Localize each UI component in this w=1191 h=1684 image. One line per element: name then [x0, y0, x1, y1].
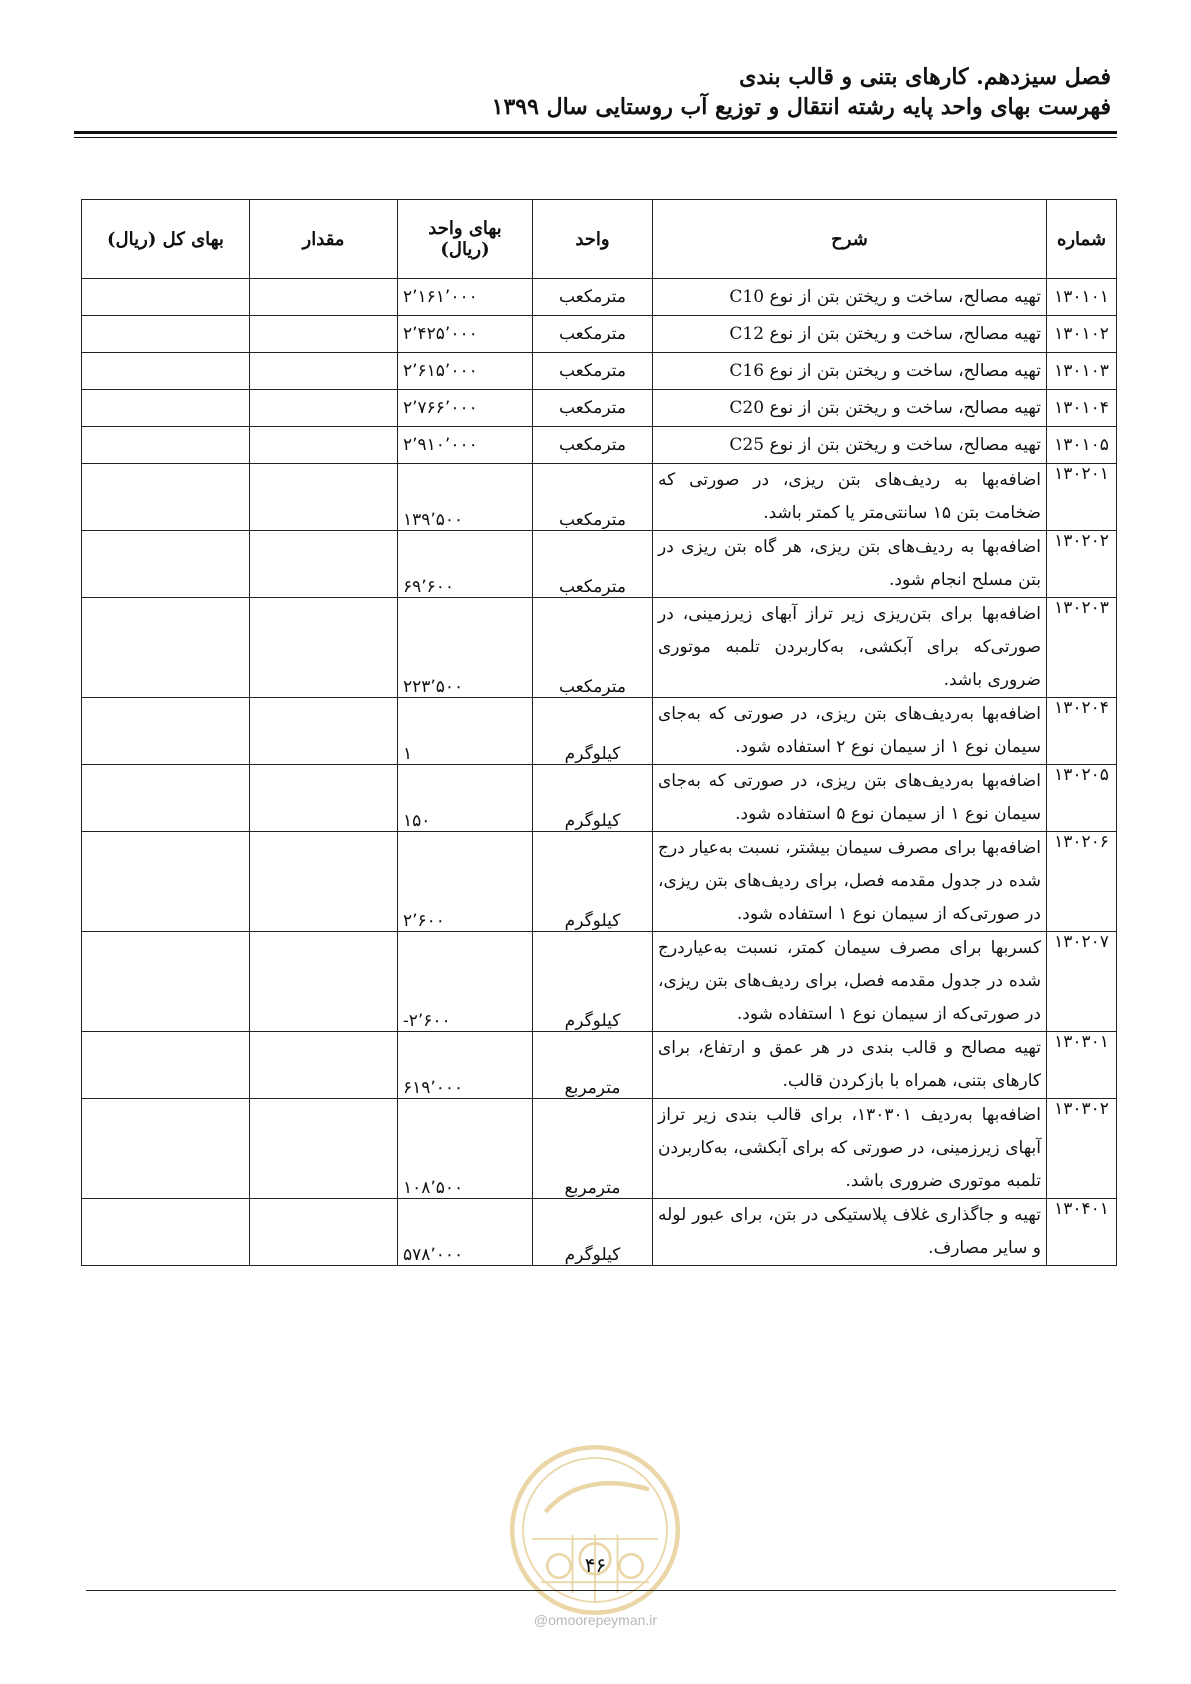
header-quantity: مقدار: [250, 200, 398, 279]
header-total-price: بهای کل (ریال): [82, 200, 250, 279]
page-header: [71, 62, 1111, 122]
table-row: [82, 932, 1117, 1032]
table-row: [82, 765, 1117, 832]
item-total-price: [82, 279, 250, 316]
item-description: تهیه مصالح، ساخت و ریختن بتن از نوع C25: [653, 427, 1047, 464]
table-row: [82, 279, 1117, 316]
item-quantity: [250, 598, 398, 698]
item-unit: کیلوگرم: [533, 832, 653, 932]
item-description: اضافه‌بها به ردیف‌های بتن ریزی، در صورتی که ضخامت بتن ۱۵ سانتی‌متر یا کمتر باشد.: [653, 464, 1047, 531]
seal-watermark-icon: [505, 1440, 685, 1620]
item-unit: مترمکعب: [533, 598, 653, 698]
item-code: ۱۳۰۳۰۱: [1047, 1032, 1117, 1099]
item-quantity: [250, 1032, 398, 1099]
item-description: تهیه مصالح، ساخت و ریختن بتن از نوع C16: [653, 353, 1047, 390]
item-unit: مترمربع: [533, 1032, 653, 1099]
item-quantity: [250, 832, 398, 932]
item-unit-price: ۶۱۹٬۰۰۰: [398, 1032, 533, 1099]
item-code: ۱۳۰۱۰۵: [1047, 427, 1117, 464]
item-quantity: [250, 427, 398, 464]
item-code: ۱۳۰۲۰۱: [1047, 464, 1117, 531]
item-unit-price: ۲٬۶۰۰: [398, 832, 533, 932]
item-quantity: [250, 279, 398, 316]
item-quantity: [250, 765, 398, 832]
item-total-price: [82, 464, 250, 531]
item-code: ۱۳۰۲۰۳: [1047, 598, 1117, 698]
item-total-price: [82, 598, 250, 698]
chapter-title: فصل سیزدهم. کارهای بتنی و قالب بندی: [739, 64, 1111, 90]
item-quantity: [250, 316, 398, 353]
header-unit-price: بهای واحد (ریال): [398, 200, 533, 279]
table-row: [82, 1099, 1117, 1199]
item-total-price: [82, 932, 250, 1032]
table-row: [82, 1199, 1117, 1266]
table-row: [82, 390, 1117, 427]
item-description: تهیه و جاگذاری غلاف پلاستیکی در بتن، برای عبور لوله و سایر مصارف.: [653, 1199, 1047, 1266]
item-description: اضافه‌بها به‌ردیف‌های بتن ریزی، در صورتی که به‌جای سیمان نوع ۱ از سیمان نوع ۲ استفاده شود.: [653, 698, 1047, 765]
item-unit: مترمربع: [533, 1099, 653, 1199]
footer-rule: [86, 1590, 1116, 1591]
document-subtitle: فهرست بهای واحد پایه رشته انتقال و توزیع آب روستایی سال ۱۳۹۹: [491, 94, 1111, 120]
table-row: [82, 531, 1117, 598]
item-description: اضافه‌بها برای مصرف سیمان بیشتر، نسبت به‌عیار درج شده در جدول مقدمه فصل، برای ردیف‌های بتن ریزی، در صورتی‌که از سیمان نوع ۱ استفاده شود.: [653, 832, 1047, 932]
item-description: تهیه مصالح و قالب بندی در هر عمق و ارتفاع، برای کارهای بتنی، همراه با بازکردن قالب.: [653, 1032, 1047, 1099]
header-unit: واحد: [533, 200, 653, 279]
item-unit-price: ۲۲۳٬۵۰۰: [398, 598, 533, 698]
item-code: ۱۳۰۲۰۴: [1047, 698, 1117, 765]
item-code: ۱۳۰۳۰۲: [1047, 1099, 1117, 1199]
item-total-price: [82, 390, 250, 427]
price-table: [81, 199, 1117, 1266]
item-unit-price: ۲٬۱۶۱٬۰۰۰: [398, 279, 533, 316]
item-quantity: [250, 1199, 398, 1266]
item-code: ۱۳۰۲۰۵: [1047, 765, 1117, 832]
table-row: [82, 832, 1117, 932]
item-unit: مترمکعب: [533, 353, 653, 390]
item-total-price: [82, 1199, 250, 1266]
table-row: [82, 353, 1117, 390]
header-number: شماره: [1047, 200, 1117, 279]
item-code: ۱۳۰۲۰۷: [1047, 932, 1117, 1032]
item-unit: مترمکعب: [533, 390, 653, 427]
item-unit: کیلوگرم: [533, 1199, 653, 1266]
item-unit-price: ۶۹٬۶۰۰: [398, 531, 533, 598]
item-unit-price: -۲٬۶۰۰: [398, 932, 533, 1032]
item-unit: کیلوگرم: [533, 932, 653, 1032]
item-quantity: [250, 1099, 398, 1199]
item-unit-price: ۵۷۸٬۰۰۰: [398, 1199, 533, 1266]
item-total-price: [82, 832, 250, 932]
item-quantity: [250, 353, 398, 390]
item-total-price: [82, 531, 250, 598]
table-body: [82, 279, 1117, 1266]
item-quantity: [250, 390, 398, 427]
item-total-price: [82, 1099, 250, 1199]
item-unit-price: ۲٬۷۶۶٬۰۰۰: [398, 390, 533, 427]
item-unit-price: ۲٬۴۲۵٬۰۰۰: [398, 316, 533, 353]
item-description: تهیه مصالح، ساخت و ریختن بتن از نوع C12: [653, 316, 1047, 353]
item-unit: مترمکعب: [533, 279, 653, 316]
item-unit: مترمکعب: [533, 464, 653, 531]
item-total-price: [82, 427, 250, 464]
item-description: کسربها برای مصرف سیمان کمتر، نسبت به‌عیاردرج شده در جدول مقدمه فصل، برای ردیف‌های بتن ریزی، در صورتی‌که از سیمان نوع ۱ استفاده شود.: [653, 932, 1047, 1032]
item-quantity: [250, 464, 398, 531]
item-total-price: [82, 316, 250, 353]
item-quantity: [250, 531, 398, 598]
item-unit-price: ۱۵۰: [398, 765, 533, 832]
item-unit: مترمکعب: [533, 427, 653, 464]
item-unit: کیلوگرم: [533, 698, 653, 765]
header-rule-thick: [74, 131, 1117, 134]
item-description: اضافه‌بها به‌ردیف ۱۳۰۳۰۱، برای قالب بندی زیر تراز آبهای زیرزمینی، در صورتی که برای آبکشی، به‌کاربردن تلمبه موتوری ضروری باشد.: [653, 1099, 1047, 1199]
item-code: ۱۳۰۴۰۱: [1047, 1199, 1117, 1266]
item-unit-price: ۱۰۸٬۵۰۰: [398, 1099, 533, 1199]
table-row: [82, 598, 1117, 698]
item-code: ۱۳۰۲۰۶: [1047, 832, 1117, 932]
item-total-price: [82, 353, 250, 390]
watermark-text: @omoorepeyman.ir: [533, 1612, 658, 1628]
item-description: اضافه‌بها به ردیف‌های بتن ریزی، هر گاه بتن ریزی در بتن مسلح انجام شود.: [653, 531, 1047, 598]
item-unit: کیلوگرم: [533, 765, 653, 832]
item-total-price: [82, 1032, 250, 1099]
item-quantity: [250, 698, 398, 765]
table-row: [82, 464, 1117, 531]
table-header: [82, 200, 1117, 279]
table-row: [82, 698, 1117, 765]
item-total-price: [82, 765, 250, 832]
item-unit-price: ۱: [398, 698, 533, 765]
item-unit-price: ۱۳۹٬۵۰۰: [398, 464, 533, 531]
item-unit-price: ۲٬۶۱۵٬۰۰۰: [398, 353, 533, 390]
item-description: اضافه‌بها به‌ردیف‌های بتن ریزی، در صورتی که به‌جای سیمان نوع ۱ از سیمان نوع ۵ استفاده شود.: [653, 765, 1047, 832]
item-unit: مترمکعب: [533, 531, 653, 598]
item-code: ۱۳۰۱۰۱: [1047, 279, 1117, 316]
table-row: [82, 427, 1117, 464]
item-description: اضافه‌بها برای بتن‌ریزی زیر تراز آبهای زیرزمینی، در صورتی‌که برای آبکشی، به‌کاربردن تلمبه موتوری ضروری باشد.: [653, 598, 1047, 698]
page-number: ۴۶: [584, 1553, 607, 1577]
table-row: [82, 1032, 1117, 1099]
item-unit: مترمکعب: [533, 316, 653, 353]
item-code: ۱۳۰۱۰۴: [1047, 390, 1117, 427]
header-description: شرح: [653, 200, 1047, 279]
item-description: تهیه مصالح، ساخت و ریختن بتن از نوع C10: [653, 279, 1047, 316]
item-total-price: [82, 698, 250, 765]
item-unit-price: ۲٬۹۱۰٬۰۰۰: [398, 427, 533, 464]
table-row: [82, 316, 1117, 353]
item-code: ۱۳۰۲۰۲: [1047, 531, 1117, 598]
header-rule-thin: [74, 137, 1117, 138]
item-code: ۱۳۰۱۰۲: [1047, 316, 1117, 353]
item-quantity: [250, 932, 398, 1032]
item-code: ۱۳۰۱۰۳: [1047, 353, 1117, 390]
item-description: تهیه مصالح، ساخت و ریختن بتن از نوع C20: [653, 390, 1047, 427]
